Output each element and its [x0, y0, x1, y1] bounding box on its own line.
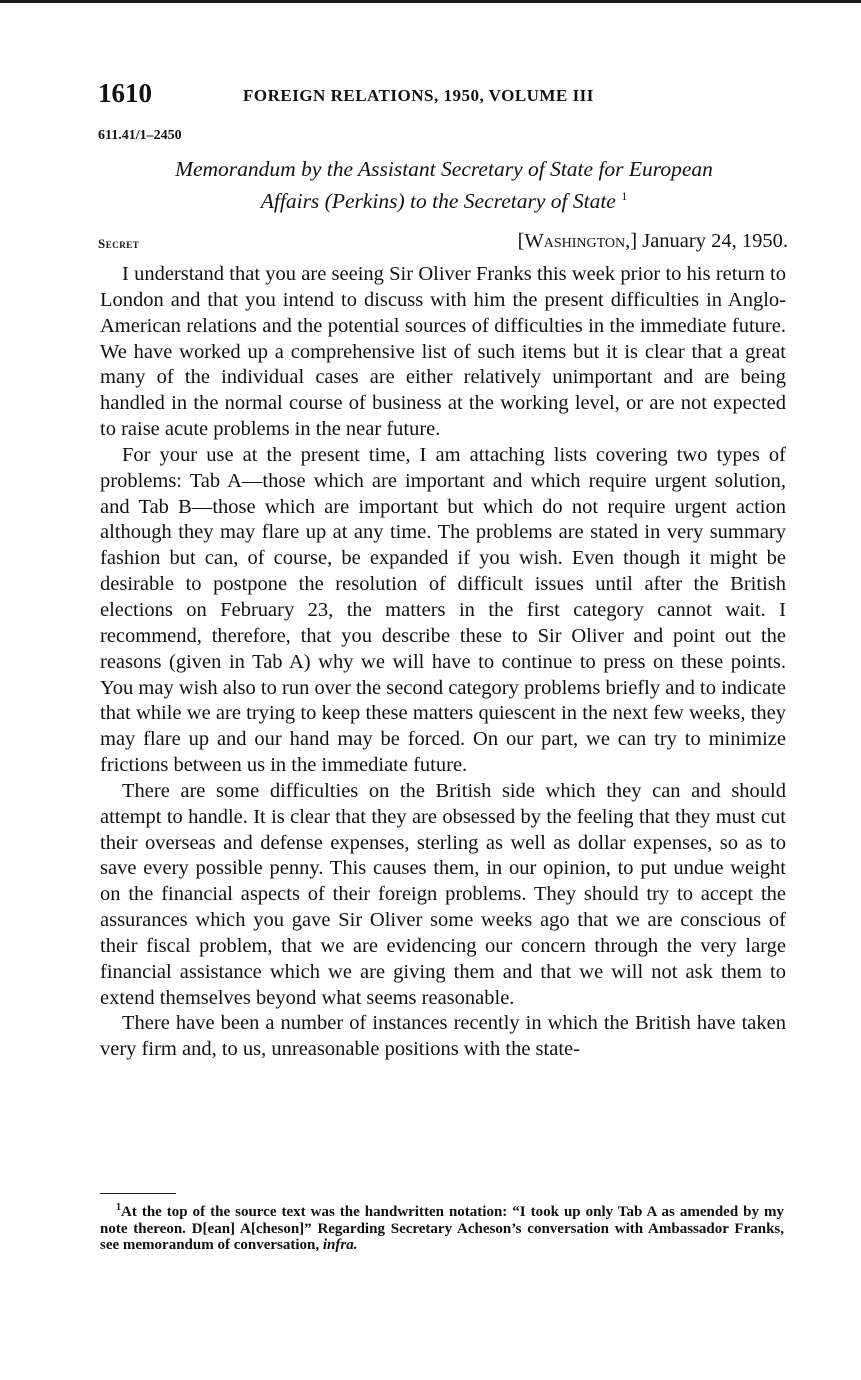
title-footnote-mark: 1 — [621, 189, 628, 203]
running-head: FOREIGN RELATIONS, 1950, VOLUME III — [243, 86, 594, 105]
place: [Washington,] — [517, 230, 638, 252]
paragraph-3: There are some difficulties on the British side which they can and should attempt to handle. It is clear that they are obsessed by the feeling that they must cut their overseas and defense expenses, sterling as well as dollar expenses, so as to save every possible penny. This causes them, in our opinion, to put undue weight on the financial aspects of their foreign problems. They should try to accept the assurances which you gave Sir Oliver some weeks ago that we are conscious of their fiscal problem, that we are evidencing our concern through the very large financial assistance which we are giving them and that we will not ask them to extend themselves beyond what seems reasonable. — [100, 779, 786, 1009]
footnote-rule — [100, 1193, 176, 1194]
footnote-text: At the top of the source text was the handwritten notation: “I took up only Tab A as amended by my note thereon. D[ean] A[cheson]” Regarding Secretary Acheson’s conversation with Ambassador Franks, see memorandum of conversation, — [100, 1204, 784, 1253]
place-date-line — [448, 230, 788, 253]
paragraph-2: For your use at the present time, I am attaching lists covering two types of problems: Tab A—those which are important and which require urgent solution, and Tab B—those which are important but which do not require urgent action although they may flare up at any time. The problems are stated in very summary fashion but can, of course, be expanded if you wish. Even though it might be desirable to postpone the resolution of difficult issues until after the British elections on February 23, the matters in the first category cannot wait. I recommend, therefore, that you describe these to Sir Oliver and point out the reasons (given in Tab A) why we will have to continue to press on these points. You may wish also to run over the second category problems briefly and to indicate that while we are trying to keep these matters quiescent in the next few weeks, they may flare up and our hand may be forced. On our part, we can try to minimize frictions between us in the immediate future. — [100, 443, 786, 777]
title-line-2 — [100, 183, 788, 215]
page-number: 1610 — [98, 78, 152, 108]
classification-marking: Secret — [98, 236, 140, 251]
paragraph-4: There have been a number of instances recently in which the British have taken very firm and, to us, unreasonable positions with the state- — [100, 1012, 786, 1061]
footnote — [100, 1200, 784, 1254]
footnote-mark: 1 — [116, 1202, 121, 1213]
document-title — [100, 156, 788, 215]
page-top-border — [0, 0, 861, 3]
memorandum-body — [100, 262, 786, 1063]
title-line-2-text: Affairs (Perkins) to the Secretary of State — [260, 189, 616, 214]
footnote-italic: infra. — [322, 1237, 358, 1253]
date: January 24, 1950. — [642, 230, 788, 252]
title-line-1: Memorandum by the Assistant Secretary of State for European — [175, 157, 713, 181]
file-number: 611.41/1–2450 — [98, 128, 182, 143]
paragraph-1: I understand that you are seeing Sir Oliver Franks this week prior to his return to London and that you intend to discuss with him the present difficulties in Anglo-American relations and the potential sources of difficulties in the immediate future. We have worked up a comprehensive list of such items but it is clear that a great many of the individual cases are either relatively unimportant and are being handled in the normal course of business at the working level, or are not expected to raise acute problems in the near future. — [100, 263, 786, 441]
